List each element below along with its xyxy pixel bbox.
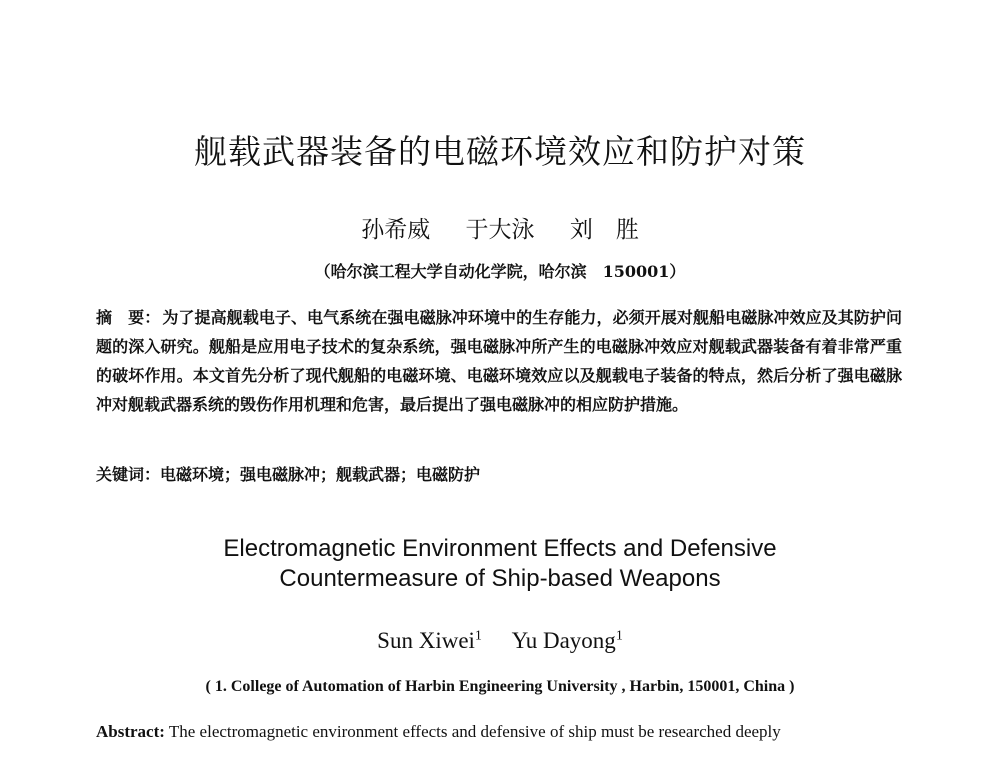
chinese-keywords [96, 462, 902, 485]
chinese-author-1: 孙希威 [361, 217, 431, 243]
english-title [0, 534, 1000, 594]
chinese-abstract-text: 为了提高舰载电子、电气系统在强电磁脉冲环境中的生存能力，必须开展对舰船电磁脉冲效应及其防护问题的深入研究。舰船是应用电子技术的复杂系统，强电磁脉冲所产生的电磁脉冲效应对舰载武器装备有着非常严重的破坏作用。本文首先分析了现代舰船的电磁环境、电磁环境效应以及舰载电子装备的特点，然后分析了强电磁脉冲对舰载武器系统的毁伤作用机理和危害，最后提出了强电磁脉冲的相应防护措施。 [96, 308, 902, 414]
chinese-affiliation: （哈尔滨工程大学自动化学院，哈尔滨 150001） [314, 262, 686, 281]
chinese-author-2: 于大泳 [465, 217, 535, 243]
english-title-line-1: Electromagnetic Environment Effects and Defensive [223, 535, 777, 562]
english-title-line-2: Countermeasure of Ship-based Weapons [279, 565, 721, 592]
chinese-abstract-label: 摘 要： [96, 308, 161, 327]
english-author-1 [377, 628, 482, 653]
english-author-2 [512, 628, 623, 653]
english-author-1-affil-mark: 1 [474, 628, 482, 644]
chinese-authors [0, 211, 1000, 244]
english-abstract [96, 722, 916, 742]
chinese-abstract [96, 303, 902, 419]
chinese-author-3: 刘 胜 [569, 217, 639, 243]
english-abstract-label: Abstract: [96, 722, 165, 741]
english-author-1-name: Sun Xiwei [377, 628, 475, 653]
english-author-2-name: Yu Dayong [511, 628, 616, 653]
chinese-title: 舰载武器装备的电磁环境效应和防护对策 [194, 132, 806, 171]
chinese-keywords-label: 关键词： [96, 465, 161, 484]
chinese-keywords-text: 电磁环境；强电磁脉冲；舰载武器；电磁防护 [160, 465, 481, 484]
english-affiliation: ( 1. College of Automation of Harbin Engineering University , Harbin, 150001, China ) [205, 678, 795, 695]
english-author-2-affil-mark: 1 [615, 628, 623, 644]
english-abstract-text: The electromagnetic environment effects and defensive of ship must be researched deeply [168, 722, 781, 741]
english-authors [0, 628, 1000, 654]
